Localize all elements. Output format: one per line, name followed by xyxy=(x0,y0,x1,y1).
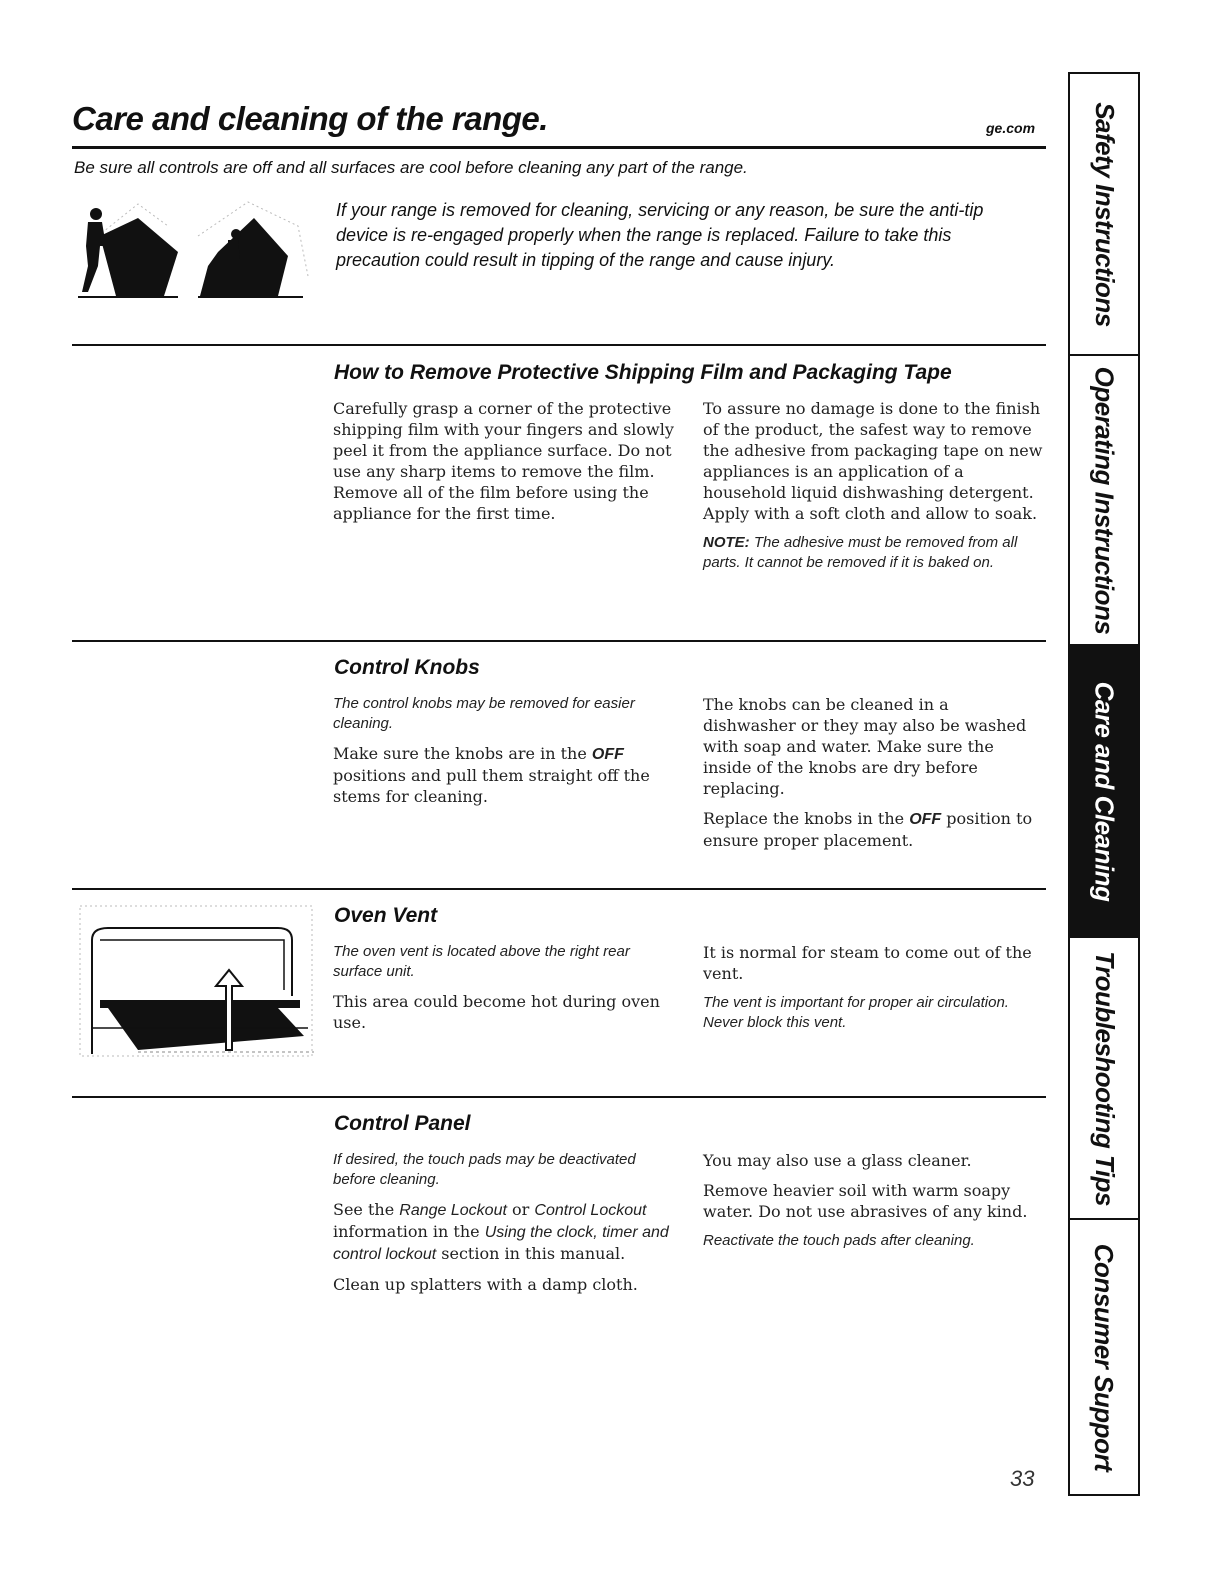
knobs-italic-note: The control knobs may be removed for easier cleaning. xyxy=(333,695,635,732)
panel-text-part: information in the xyxy=(333,1222,480,1241)
panel-text-part: section in this manual. xyxy=(441,1244,626,1263)
knobs-text-part: position to ensure proper placement. xyxy=(703,809,1033,850)
panel-text-part: or xyxy=(512,1200,530,1219)
range-lockout-ref: Range Lockout xyxy=(399,1202,507,1219)
tab-label: Care and Cleaning xyxy=(1089,681,1120,901)
film-left-text: Carefully grasp a corner of the protective shipping film with your fingers and slowly peel it from the appliance surface. Do not use any sharp items to remove the film. Remove all of the film before using the appliance for the first time. xyxy=(333,399,674,523)
section-heading-panel: Control Panel xyxy=(334,1112,471,1135)
tab-safety-instructions[interactable] xyxy=(1070,74,1138,356)
film-note xyxy=(703,533,1045,573)
site-url: ge.com xyxy=(986,120,1036,136)
panel-soil-text: Remove heavier soil with warm soapy water. Do not use abrasives of any kind. xyxy=(703,1181,1028,1221)
panel-reactivate-text: Reactivate the touch pads after cleaning. xyxy=(703,1232,975,1249)
vent-right-column xyxy=(703,942,1045,1042)
tab-care-and-cleaning[interactable] xyxy=(1070,646,1138,938)
note-label: NOTE: xyxy=(703,534,750,551)
header-rule xyxy=(72,146,1046,149)
film-right-column xyxy=(703,398,1045,582)
knobs-text-part: Replace the knobs in the xyxy=(703,809,905,828)
section-tabs xyxy=(1068,72,1140,1496)
anti-tip-warning-illustration xyxy=(78,196,318,300)
knobs-replace-text xyxy=(703,808,1045,851)
page-number: 33 xyxy=(1010,1466,1035,1491)
film-left-column xyxy=(333,398,683,533)
section-rule xyxy=(72,888,1046,890)
tab-consumer-support[interactable] xyxy=(1070,1220,1138,1494)
film-right-text: To assure no damage is done to the finish of the product, the safest way to remove the adhesive from packaging tape on new appliances is an application of a household liquid dishwashing detergent. Apply with a soft cloth and allow to soak. xyxy=(703,399,1043,523)
panel-glass-text: You may also use a glass cleaner. xyxy=(703,1151,972,1170)
vent-right-text: It is normal for steam to come out of the vent. xyxy=(703,943,1032,983)
section-rule xyxy=(72,640,1046,642)
section-heading-vent: Oven Vent xyxy=(334,904,438,927)
panel-lockout-text xyxy=(333,1199,678,1265)
tab-label: Troubleshooting Tips xyxy=(1089,950,1120,1206)
oven-vent-illustration xyxy=(78,904,318,1060)
vent-left-column xyxy=(333,942,673,1042)
panel-text-part: See the xyxy=(333,1200,395,1219)
knobs-left-text xyxy=(333,743,673,807)
tab-troubleshooting-tips[interactable] xyxy=(1070,938,1138,1220)
knobs-right-text: The knobs can be cleaned in a dishwasher or they may also be washed with soap and water. Make sure the inside of the knobs are dry before replacing. xyxy=(703,695,1027,798)
section-rule xyxy=(72,344,1046,346)
knobs-text-part: Make sure the knobs are in the xyxy=(333,744,587,763)
vent-left-text: This area could become hot during oven use. xyxy=(333,992,660,1032)
off-label: OFF xyxy=(591,746,624,763)
page-title: Care and cleaning of the range. xyxy=(72,100,548,137)
section-heading-knobs: Control Knobs xyxy=(334,656,480,679)
control-lockout-ref: Control Lockout xyxy=(534,1202,647,1219)
anti-tip-warning: If your range is removed for cleaning, servicing or any reason, be sure the anti-tip device is re-engaged properly when the range is replaced. Failure to take this precaution could result in tipping of the range and cause injury. xyxy=(336,200,984,270)
panel-splatter-text: Clean up splatters with a damp cloth. xyxy=(333,1275,638,1294)
panel-right-column xyxy=(703,1150,1045,1260)
section-rule xyxy=(72,1096,1046,1098)
section-heading-film: How to Remove Protective Shipping Film and Packaging Tape xyxy=(334,361,952,384)
vent-italic-note: The oven vent is located above the right rear surface unit. xyxy=(333,943,630,980)
note-text: The adhesive must be removed from all parts. It cannot be removed if it is baked on. xyxy=(703,534,1018,571)
knobs-left-column xyxy=(333,694,673,816)
vent-italic-warning: The vent is important for proper air circulation. Never block this vent. xyxy=(703,994,1009,1031)
panel-left-column xyxy=(333,1150,678,1304)
panel-italic-note: If desired, the touch pads may be deactivated before cleaning. xyxy=(333,1151,636,1188)
tab-label: Consumer Support xyxy=(1089,1243,1120,1471)
knobs-text-part: positions and pull them straight off the stems for cleaning. xyxy=(333,766,650,806)
tab-label: Safety Instructions xyxy=(1089,101,1120,327)
knobs-right-column xyxy=(703,694,1045,860)
manual-section-ref: Using the clock, timer and control lockout xyxy=(333,1224,669,1263)
page-subtitle: Be sure all controls are off and all surfaces are cool before cleaning any part of the range. xyxy=(74,158,748,177)
tab-label: Operating Instructions xyxy=(1089,366,1120,634)
off-label: OFF xyxy=(909,811,942,828)
tab-operating-instructions[interactable] xyxy=(1070,356,1138,646)
